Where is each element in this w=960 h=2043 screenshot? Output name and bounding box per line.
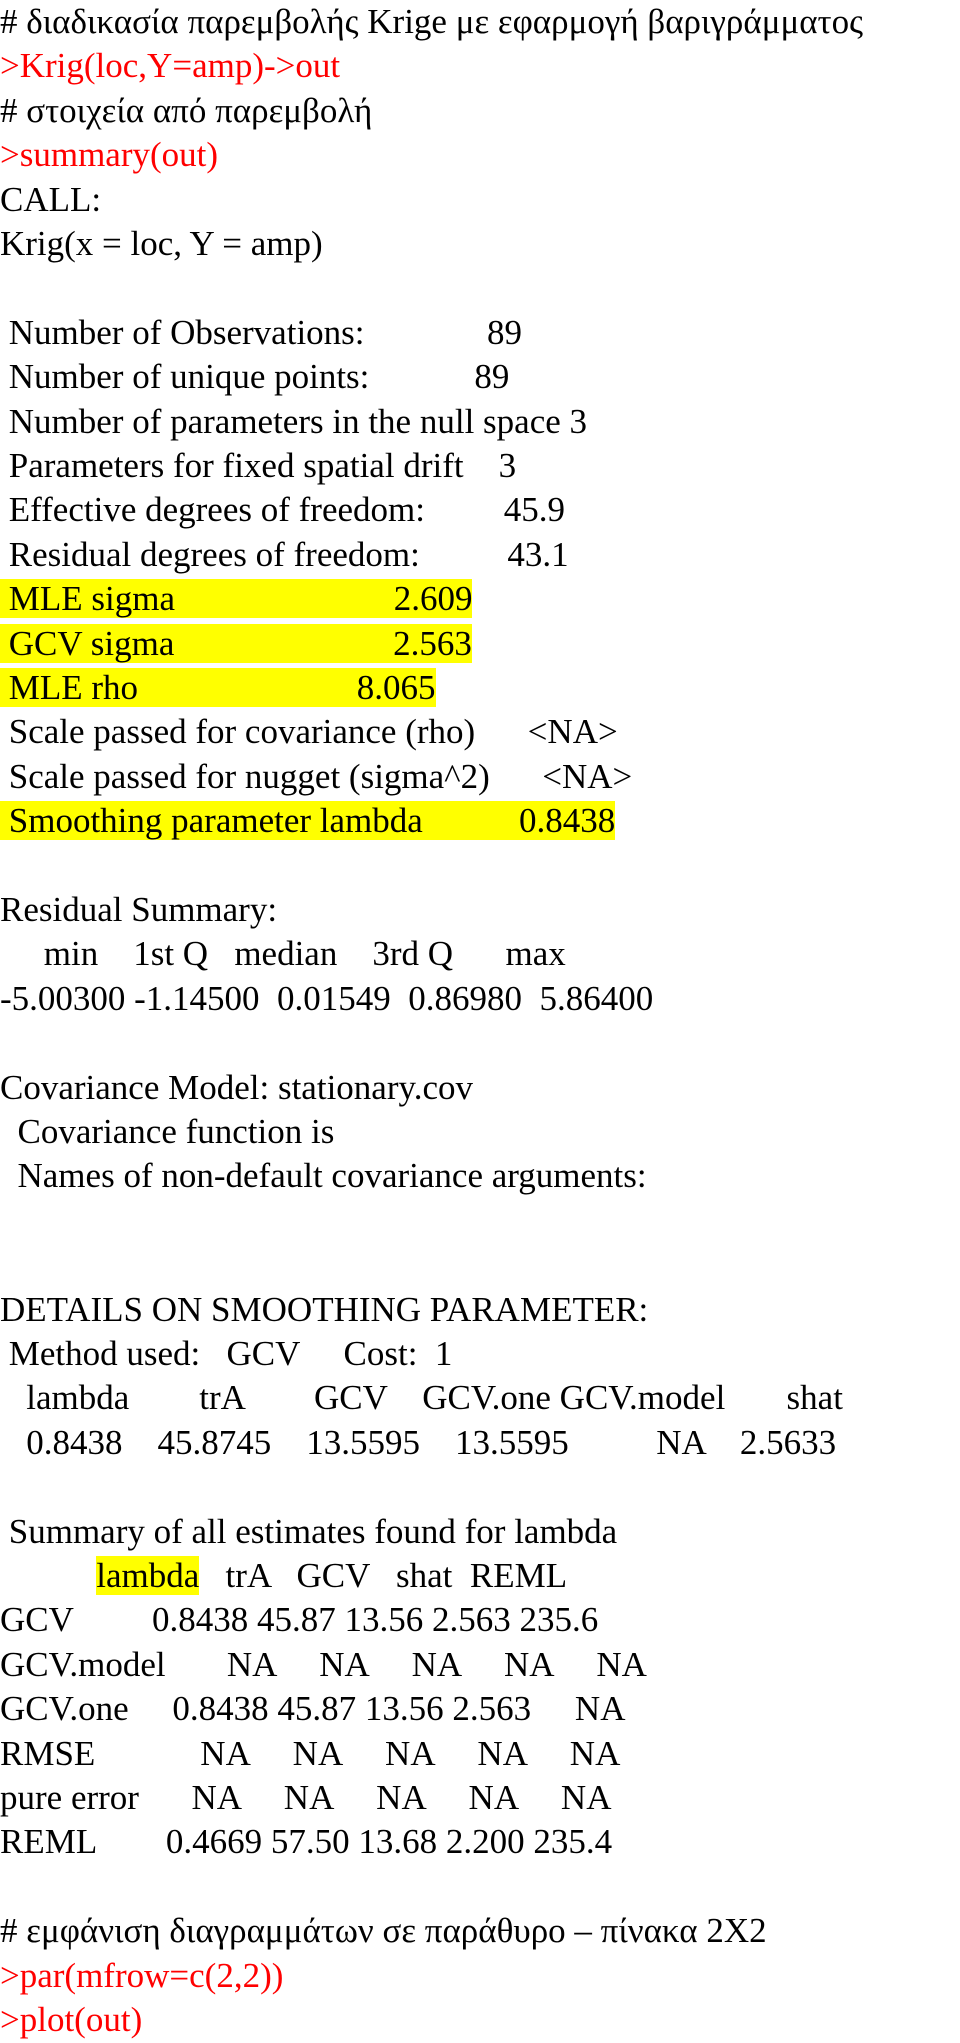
line-text: Scale passed for nugget (sigma^2) <NA> [0,756,633,796]
output-line [0,1820,612,1864]
output-line [0,311,522,355]
output-line [0,222,323,266]
line-text: GCV.model NA NA NA NA NA [0,1644,647,1684]
line-text: # στοιχεία από παρεμβολή [0,90,373,130]
comment-line [0,1909,767,1953]
r-command-line [0,133,218,177]
line-text: REML 0.4669 57.50 13.68 2.200 235.4 [0,1822,613,1862]
line-text: Residual degrees of freedom: 43.1 [0,534,569,574]
output-line [0,1643,647,1687]
output-line [0,1776,611,1820]
comment-line [0,0,863,44]
output-line [0,355,509,399]
comment-line [0,89,372,133]
line-text: Covariance function is [0,1112,335,1151]
line-text: # εμφάνιση διαγραμμάτων σε παράθυρο – πίνακα 2Χ2 [0,1911,767,1951]
line-text: Summary of all estimates found for lambda [0,1511,618,1551]
line-text: Number of parameters in the null space 3 [0,401,588,441]
output-line [0,888,277,932]
line-text: Number of Observations: 89 [0,312,523,352]
line-text: Number of unique points: 89 [0,357,510,397]
output-line [0,488,565,532]
output-line [0,710,618,754]
r-command-line [0,44,340,88]
output-line [0,533,569,577]
highlighted-text: MLE rho 8.065 [0,668,436,707]
line-text: Parameters for fixed spatial drift 3 [0,446,517,485]
r-command-line [0,1954,283,1998]
output-line [0,977,653,1021]
line-text: >Krig(loc,Y=amp)->out [0,46,341,86]
line-text: GCV.one 0.8438 45.87 13.56 2.563 NA [0,1689,626,1729]
output-line [0,400,587,444]
line-text: min 1st Q median 3rd Q max [0,934,566,974]
output-text: trA GCV shat REML [199,1556,568,1595]
output-line [0,1598,598,1642]
output-line [0,1554,567,1598]
line-text: Method used: GCV Cost: 1 [0,1334,453,1373]
output-line [0,1066,473,1110]
output-line [0,1510,617,1554]
output-line [0,1154,647,1198]
highlighted-text: GCV sigma 2.563 [0,623,472,663]
output-line [0,1421,836,1465]
line-text: >plot(out) [0,2000,143,2039]
line-text: Residual Summary: [0,890,278,929]
line-text: Names of non-default covariance arguments: [0,1156,647,1196]
line-text: lambda trA GCV GCV.one GCV.model shat [0,1378,843,1418]
line-text: # διαδικασία παρεμβολής Krige με εφαρμογή βαριγράμματος [0,2,863,41]
line-text: Covariance Model: stationary.cov [0,1067,473,1107]
highlighted-text: MLE sigma 2.609 [0,579,473,619]
line-text: DETAILS ON SMOOTHING PARAMETER: [0,1289,649,1329]
r-command-line [0,1998,142,2042]
output-line [0,1110,334,1154]
line-text: -5.00300 -1.14500 0.01549 0.86980 5.86400 [0,978,654,1018]
output-line [0,1288,648,1332]
line-text: Krig(x = loc, Y = amp) [0,224,323,263]
output-line [0,755,632,799]
output-line [0,622,472,666]
highlighted-text: Smoothing parameter lambda 0.8438 [0,801,616,841]
output-text [0,1556,96,1595]
output-line [0,666,436,710]
output-line [0,799,615,843]
output-line [0,444,516,488]
output-line [0,1687,625,1731]
line-text: 0.8438 45.8745 13.5595 13.5595 NA 2.5633 [0,1422,837,1462]
output-line [0,1376,843,1420]
output-line [0,178,101,222]
line-text: CALL: [0,179,102,219]
line-text: RMSE NA NA NA NA NA [0,1733,621,1773]
line-text: GCV 0.8438 45.87 13.56 2.563 235.6 [0,1600,599,1640]
output-line [0,1332,452,1376]
highlighted-text: lambda [96,1556,200,1595]
output-line [0,932,566,976]
line-text: >par(mfrow=c(2,2)) [0,1955,284,1995]
output-line [0,1732,620,1776]
output-line [0,577,472,621]
line-text: Effective degrees of freedom: 45.9 [0,490,565,530]
line-text: pure error NA NA NA NA NA [0,1778,612,1817]
line-text: >summary(out) [0,135,219,175]
line-text: Scale passed for covariance (rho) <NA> [0,712,618,752]
